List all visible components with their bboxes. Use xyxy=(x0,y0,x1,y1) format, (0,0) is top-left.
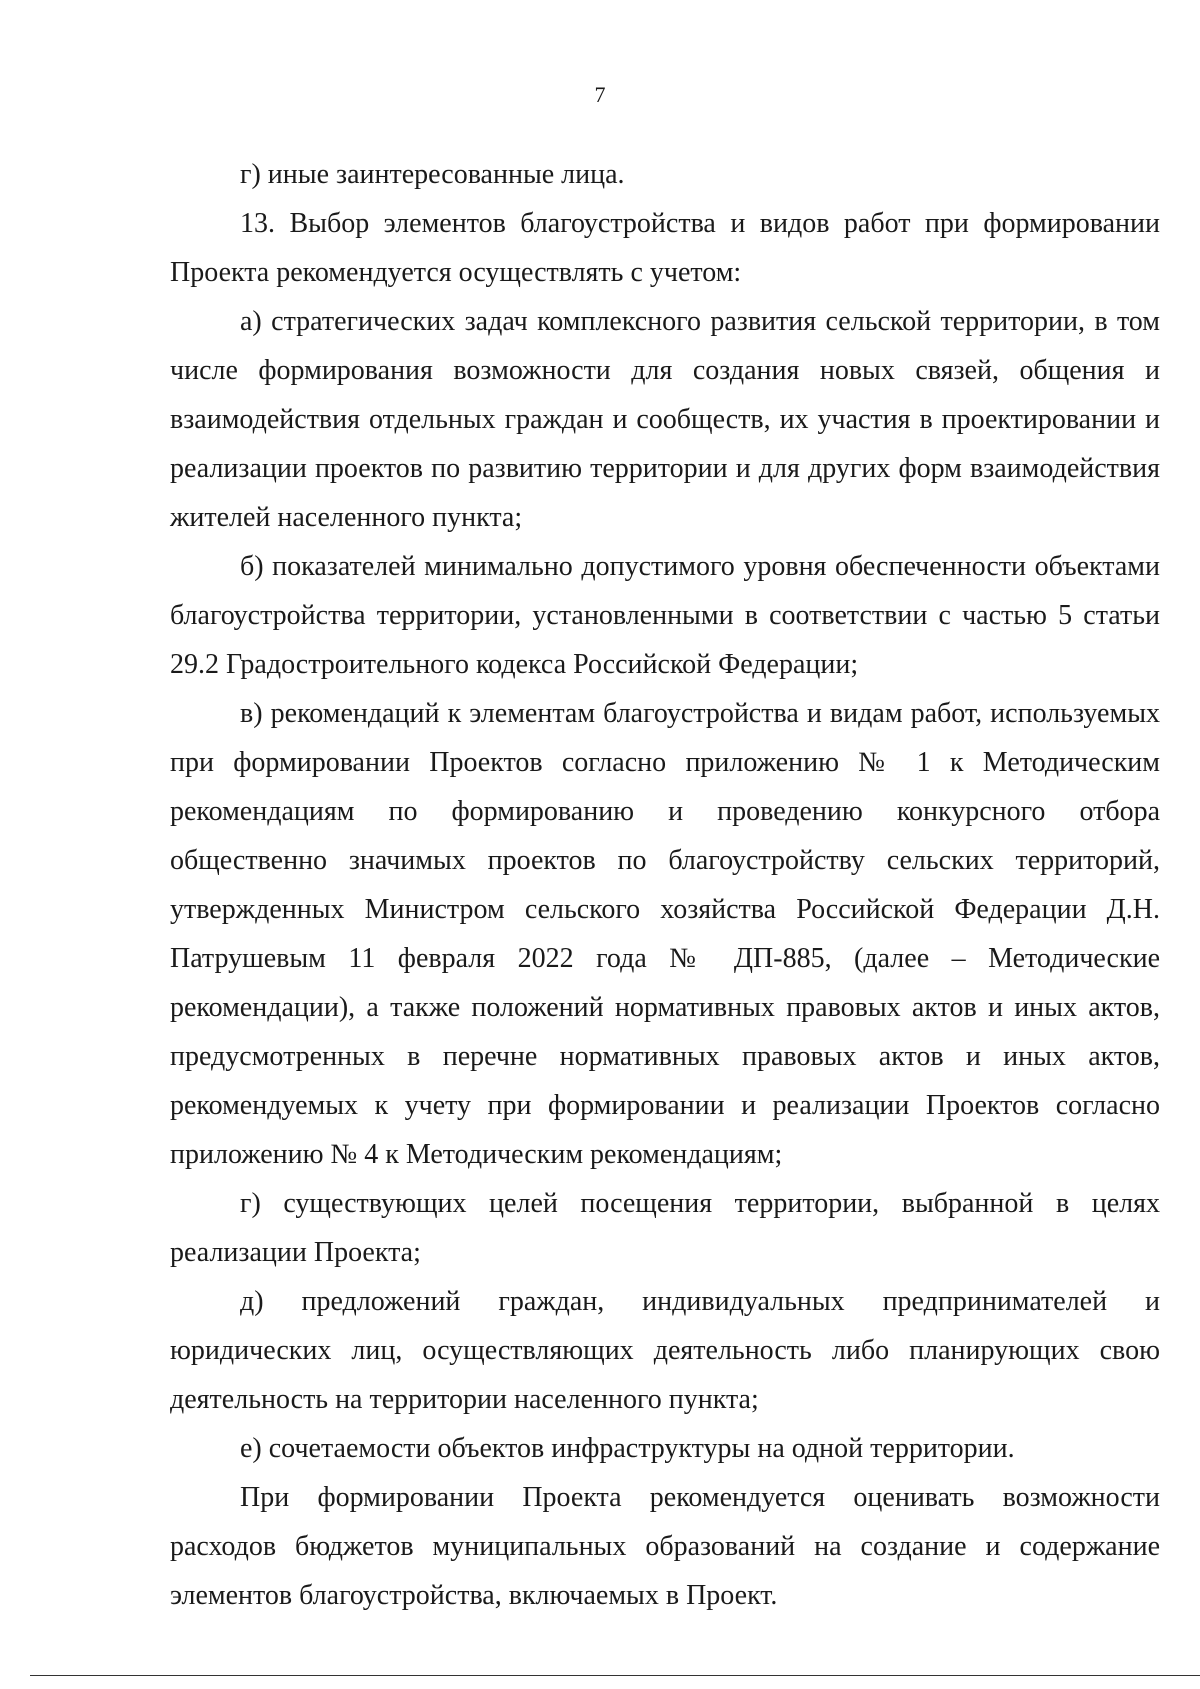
paragraph-item-a: а) стратегических задач комплексного развития сельской территории, в том числе формирования возможности для создания новых связей, общения и взаимодействия отдельных граждан и сообществ, их участия в проектировании и реализации проектов по развитию территории и для других форм взаимодействия жителей населенного пункта; xyxy=(170,306,1160,533)
page-number: 7 xyxy=(594,82,606,107)
paragraph-item-d: д) предложений граждан, индивидуальных предпринимателей и юридических лиц, осуществляющих деятельность либо планирующих свою деятельность на территории населенного пункта; xyxy=(170,1286,1160,1415)
document-body xyxy=(170,150,1160,1620)
paragraph-section-13: 13. Выбор элементов благоустройства и видов работ при формировании Проекта рекомендуется осуществлять с учетом: xyxy=(170,208,1160,288)
paragraph-budget-note: При формировании Проекта рекомендуется оценивать возможности расходов бюджетов муниципальных образований на создание и содержание элементов благоустройства, включаемых в Проект. xyxy=(170,1482,1160,1611)
paragraph-item-g-others: г) иные заинтересованные лица. xyxy=(240,159,625,190)
paragraph-item-b: б) показателей минимально допустимого уровня обеспеченности объектами благоустройства территории, установленными в соответствии с частью 5 статьи 29.2 Градостроительного кодекса Российской Федерации; xyxy=(170,551,1160,680)
paragraph-item-e: е) сочетаемости объектов инфраструктуры на одной территории. xyxy=(240,1433,1015,1464)
paragraph-item-g: г) существующих целей посещения территории, выбранной в целях реализации Проекта; xyxy=(170,1188,1160,1268)
paragraph-item-v: в) рекомендаций к элементам благоустройства и видам работ, используемых при формировании Проектов согласно приложению № 1 к Методическим рекомендациям по формированию и проведению конкурсного отбора общественно значимых проектов по благоустройству сельских территорий, утвержденных Министром сельского хозяйства Российской Федерации Д.Н. Патрушевым 11 февраля 2022 года № ДП-885, (далее – Методические рекомендации), а также положений нормативных правовых актов и иных актов, предусмотренных в перечне нормативных правовых актов и иных актов, рекомендуемых к учету при формировании и реализации Проектов согласно приложению № 4 к Методическим рекомендациям; xyxy=(170,698,1160,1170)
page-bottom-rule xyxy=(30,1675,1200,1676)
